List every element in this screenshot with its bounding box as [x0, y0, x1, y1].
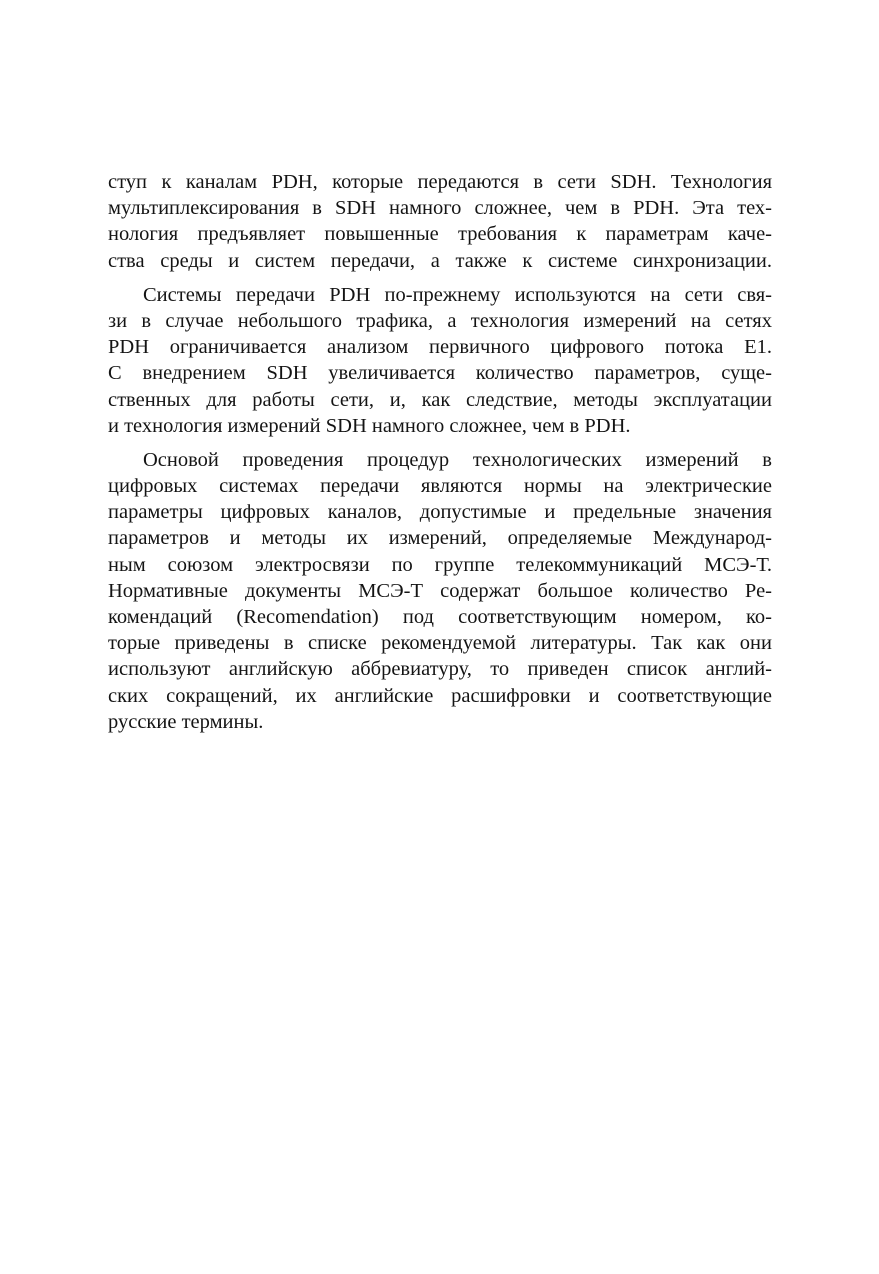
text-line: и технология измерений SDH намного сложнее, чем в PDH.	[108, 414, 631, 437]
text-line: Системы передачи PDH по-прежнему используются на сети свя-	[143, 283, 772, 306]
text-line: торые приведены в списке рекомендуемой литературы. Так как они	[108, 632, 772, 655]
text-line: PDH ограничивается анализом первичного цифрового потока E1.	[108, 336, 772, 359]
text-line: цифровых системах передачи являются нормы на электрические	[108, 475, 772, 498]
text-line: зи в случае небольшого трафика, а технология измерений на сетях	[108, 309, 772, 332]
text-line: комендаций (Recomendation) под соответствующим номером, ко-	[108, 606, 772, 628]
text-line: параметры цифровых каналов, допустимые и предельные значения	[108, 501, 772, 524]
text-line: параметров и методы их измерений, определяемые Международ-	[108, 527, 772, 550]
text-line: русские термины.	[108, 710, 264, 733]
text-line: нология предъявляет повышенные требования к параметрам каче-	[108, 223, 772, 246]
text-line: ских сокращений, их английские расшифровки и соответствующие	[108, 684, 772, 707]
text-line: ным союзом электросвязи по группе телекоммуникаций МСЭ-Т.	[108, 553, 772, 576]
paragraph-3	[108, 447, 772, 735]
text-line: С внедрением SDH увеличивается количество параметров, суще-	[108, 362, 772, 385]
paragraph-1	[108, 169, 772, 274]
text-line: ступ к каналам PDH, которые передаются в сети SDH. Технология	[108, 171, 772, 193]
text-line: ства среды и систем передачи, а также к системе синхронизации.	[108, 249, 772, 272]
text-line: Нормативные документы МСЭ-Т содержат большое количество Ре-	[108, 579, 772, 602]
text-line: мультиплексирования в SDH намного сложнее, чем в PDH. Эта тех-	[108, 197, 772, 220]
text-line: используют английскую аббревиатуру, то приведен список англий-	[108, 658, 772, 681]
body-text	[108, 169, 772, 735]
text-line: ственных для работы сети, и, как следствие, методы эксплуатации	[108, 388, 772, 411]
text-line: Основой проведения процедур технологических измерений в	[143, 448, 772, 471]
paragraph-2	[108, 282, 772, 439]
